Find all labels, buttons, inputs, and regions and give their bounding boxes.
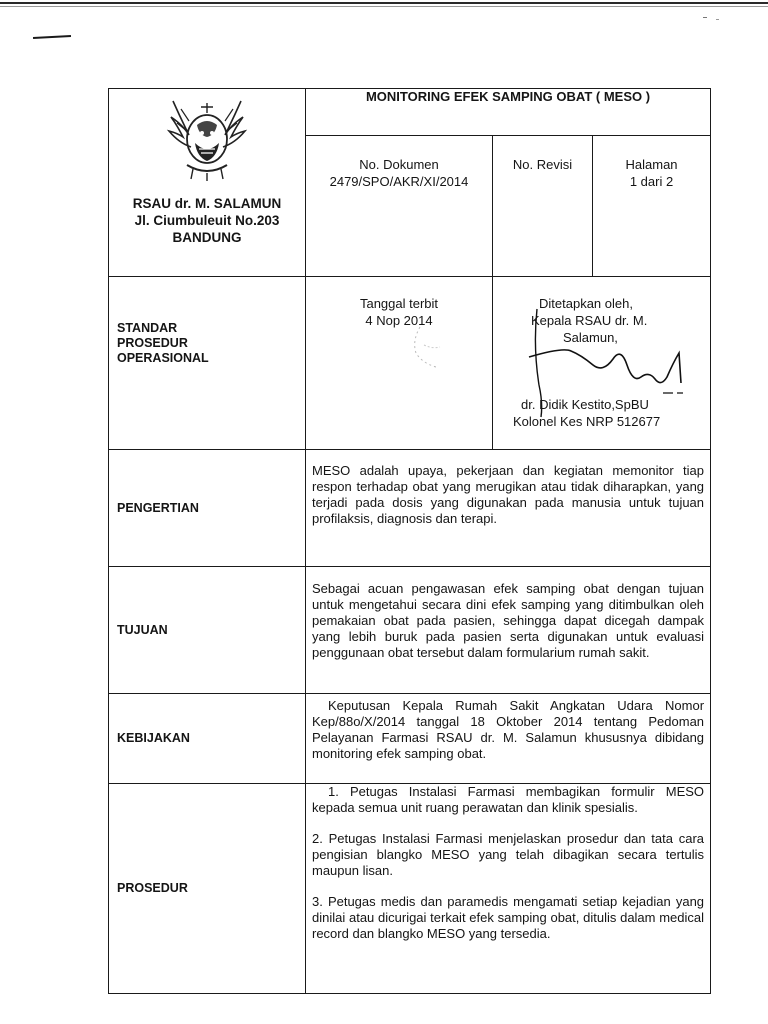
section-content-prosedur (306, 784, 711, 994)
section-label-prosedur: PROSEDUR (109, 784, 306, 994)
document-number-label: No. Dokumen (359, 157, 439, 172)
kebijakan-text: Keputusan Kepala Rumah Sakit Angkatan Udara Nomor Kep/88o/X/2014 tanggal 18 Oktober 2014 tentang Pedoman Pelayanan Farmasi RSAU dr. M. Salamun khususnya dibidang monitoring efek samping obat. (312, 698, 705, 761)
approver-name: dr. Didik Kestito,SpBU (521, 397, 649, 412)
section-label-kebijakan: KEBIJAKAN (109, 694, 306, 784)
section-label-pengertian: PENGERTIAN (109, 450, 306, 567)
scan-pen-mark (33, 35, 71, 39)
sop-label (109, 277, 306, 450)
section-label-tujuan: TUJUAN (109, 567, 306, 694)
scan-speck (703, 17, 707, 18)
tujuan-text: Sebagai acuan pengawasan efek samping obat dengan tujuan untuk mengetahui secara dini efek samping yang ditimbulkan oleh pemakaian obat pada pasien, sehingga dapat dicegah dampak yang lebih buruk pada pasien serta digunakan untuk evaluasi penggunaan obat tersebut dalam formularium rumah sakit. (312, 581, 705, 660)
scan-edge-line (0, 2, 768, 4)
approver-title: Kepala RSAU dr. M. (531, 313, 648, 328)
issue-date-cell (306, 277, 493, 450)
page-label: Halaman (625, 157, 678, 172)
approved-by-label: Ditetapkan oleh, (539, 296, 633, 311)
issue-date-label: Tanggal terbit (359, 296, 439, 311)
sop-label-line: OPERASIONAL (117, 351, 209, 365)
scan-speck (716, 19, 719, 20)
issue-date-value: 4 Nop 2014 (365, 313, 433, 328)
section-content-tujuan (306, 567, 711, 694)
section-content-pengertian (306, 450, 711, 567)
prosedur-step: 2. Petugas Instalasi Farmasi menjelaskan prosedur dan tata cara pengisian blangko MESO yang telah dibagikan secara tertulis maupun lisan. (312, 831, 705, 878)
page-count-cell (593, 136, 711, 277)
sop-label-line: PROSEDUR (117, 336, 188, 350)
prosedur-step: 3. Petugas medis dan paramedis mengamati setiap kejadian yang dinilai atau dicurigai terkait efek samping obat, ditulis dalam medical record dan blangko MESO yang tersedia. (312, 894, 705, 941)
pengertian-text: MESO adalah upaya, pekerjaan dan kegiatan memonitor tiap respon terhadap obat yang merugikan atau tidak diharapkan, yang terjadi pada dosis yang digunakan pada manusia untuk tujuan profilaksis, diagnosis dan terapi. (312, 463, 705, 526)
approver-title-continued: Salamun, (563, 330, 618, 345)
scan-edge-line-secondary (0, 6, 768, 7)
prosedur-step: 1. Petugas Instalasi Farmasi membagikan formulir MESO kepada semua unit ruang perawatan dan klinik spesialis. (312, 784, 705, 815)
hospital-identity-cell (109, 89, 306, 277)
document-number-value: 2479/SPO/AKR/XI/2014 (329, 174, 469, 189)
approver-rank: Kolonel Kes NRP 512677 (513, 414, 661, 429)
approval-cell (493, 277, 711, 450)
sop-document-table (108, 88, 711, 994)
hospital-address: Jl. Ciumbuleuit No.203 (134, 213, 280, 228)
hospital-name: RSAU dr. M. SALAMUN (132, 196, 282, 211)
page-value: 1 dari 2 (629, 174, 674, 189)
revision-cell (493, 136, 593, 277)
document-title: MONITORING EFEK SAMPING OBAT ( MESO ) (306, 89, 711, 136)
hospital-identity-text (133, 195, 282, 246)
air-force-emblem-icon (161, 95, 253, 183)
hospital-city: BANDUNG (172, 230, 242, 245)
document-number-cell (306, 136, 493, 277)
revision-label: No. Revisi (512, 157, 573, 172)
section-content-kebijakan (306, 694, 711, 784)
sop-label-line: STANDAR (117, 321, 178, 335)
faint-stamp-mark (406, 317, 466, 377)
